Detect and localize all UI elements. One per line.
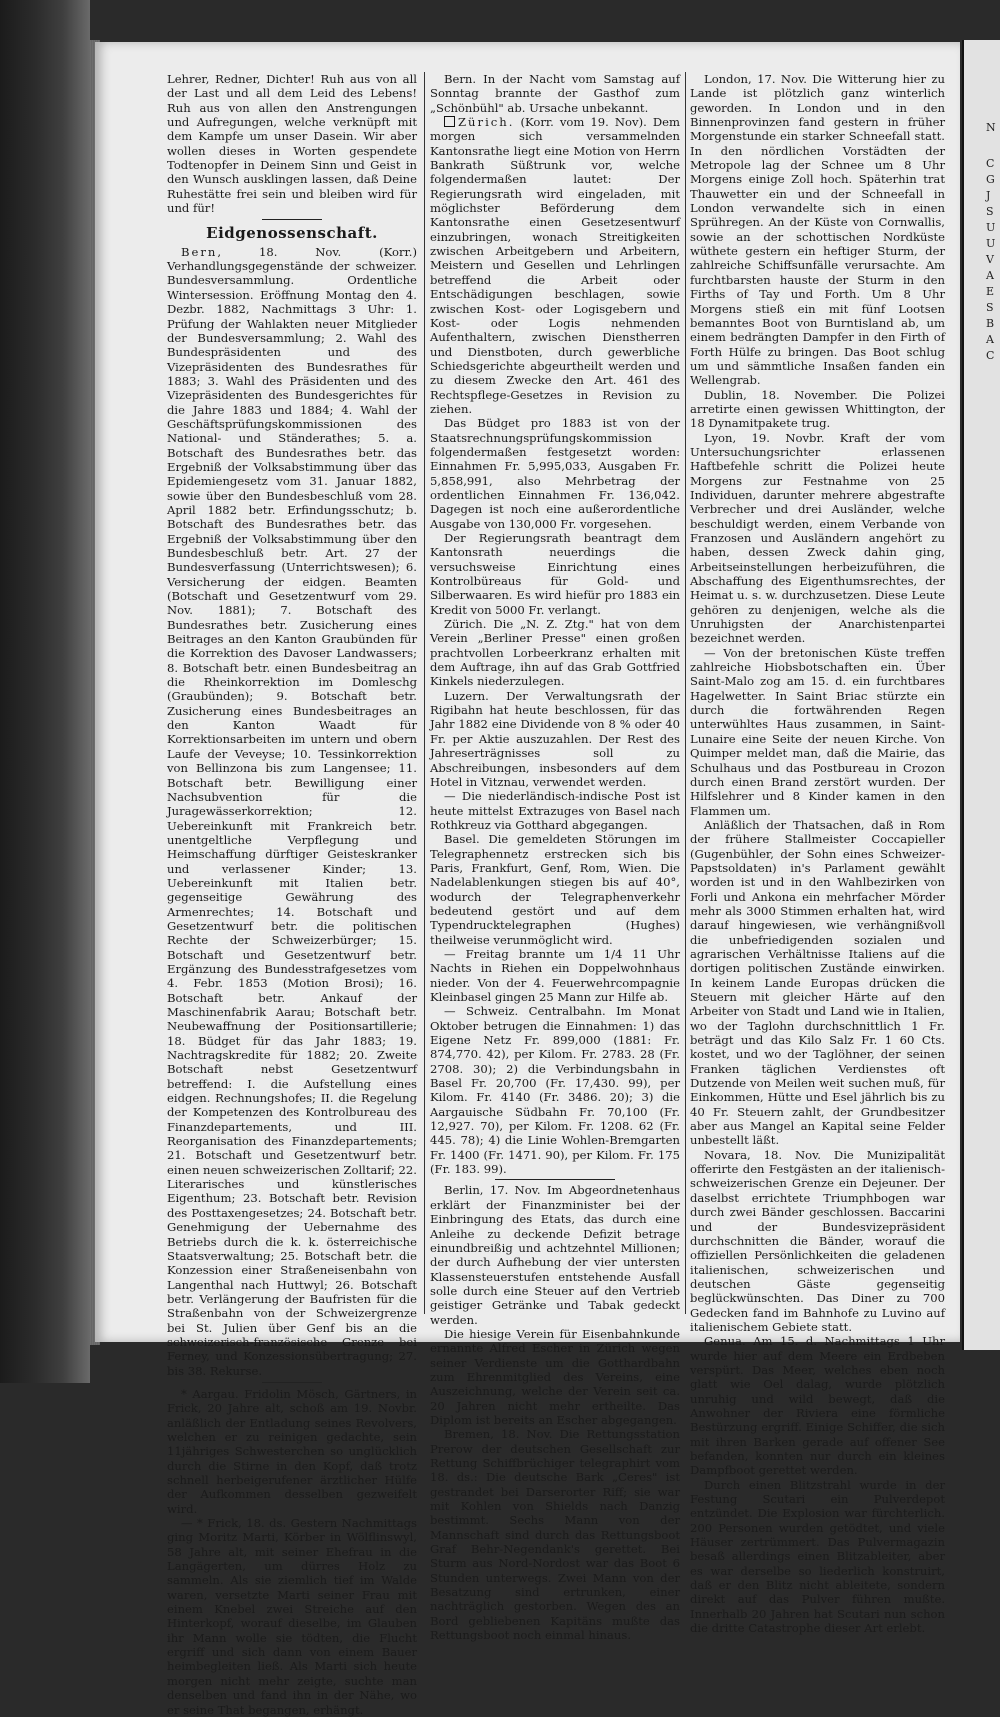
article-luzern: Luzern. Der Verwaltungsrath der Rigibahn hat heute beschlossen, für das Jahr 1882 eine Dividende von 8 % oder 40 Fr. per Aktie auszuzahlen. Der Rest des Jahreserträgnisses soll zu Abschreibungen, insbesonders auf dem Hotel in Vitznau, verwendet werden. xyxy=(430,688,680,789)
box-mark-icon xyxy=(444,116,455,127)
margin-letter: A xyxy=(986,269,994,282)
article-zuerich-motion xyxy=(430,115,680,416)
article-centralbahn: — Schweiz. Centralbahn. Im Monat Oktober betrugen die Einnahmen: 1) das Eigene Netz Fr. 899,000 (1881: Fr. 874,770. 42), per Kilom. Fr. 2783. 28 (Fr. 2708. 30); 2) die Verbindungsbahn in Basel Fr. 20,700 (Fr. 17,430. 99), per Kilom. Fr. 4140 (Fr. 3486. 20); 3) die Aargauische Südbahn Fr. 70,100 (Fr. 12,927. 70), per Kilom. Fr. 1208. 62 (Fr. 445. 78); 4) die Linie Wohlen-Bremgarten Fr. 1400 (Fr. 1471. 90), per Kilom. Fr. 175 (Fr. 183. 99). xyxy=(430,1004,680,1177)
margin-letter: B xyxy=(986,317,995,330)
column-rule xyxy=(424,72,425,1314)
margin-letter: C xyxy=(986,157,995,170)
margin-letter: G xyxy=(986,173,995,186)
divider xyxy=(495,1179,615,1180)
column-rule xyxy=(685,72,686,1314)
article-buedget: Das Büdget pro 1883 ist von der Staatsrechnungsprüfungskommission folgendermaßen festgesetzt worden: Einnahmen Fr. 5,995,033, Ausgaben Fr. 5,858,991, also Mehrbetrag der ordentlichen Einnahmen Fr. 136,042. Dagegen ist noch eine außerordentliche Ausgabe von 130,000 Fr. vorgesehen. xyxy=(430,416,680,531)
article-frick: — * Frick, 18. ds. Gestern Nachmittags ging Moritz Marti, Körber in Wölflinswyl, 58 Jahre alt, mit seiner Ehefrau in die Langägerten, um dürres Holz zu sammeln. Als sie ziemlich tief im Walde waren, versetzte Marti seiner Frau mit einem Knebel zwei Streiche auf den Hinterkopf, worauf dieselbe, im Glauben ihr Mann wolle sie tödten, die Flucht ergriff und sich dann von einem Bauer heimbegleiten ließ. Als Marti sich heute morgen nicht mehr zeigte, suchte man denselben und fand ihn in der Nähe, wo er seine That begangen, erhängt. xyxy=(167,1516,417,1717)
article-bern-federal-assembly xyxy=(167,245,417,1378)
article-basel: Basel. Die gemeldeten Störungen im Telegraphennetz erstrecken sich bis Paris, Frankfurt, Genf, Rom, Wien. Die Nadelablenkungen stiegen bis auf 40°, wodurch der Telegraphenverkehr bedeutend gestört und auf dem Typendrucktelegraphen (Hughes) theilweise verunmöglicht wird. xyxy=(430,832,680,947)
article-rom: Anläßlich der Thatsachen, daß in Rom der frühere Stallmeister Coccapieller (Gugenbühler, der Sohn eines Schweizer-Papstsoldaten) in's Parlament gewählt worden ist und in den Wahlbezirken von Forli und Ankona ein mehrfacher Mörder mehr als 3000 Stimmen erhalten hat, wird darauf hingewiesen, wie verhängnißvoll die unbefriedigenden sozialen und agrarischen Verhältnisse Italiens auf die dortigen politischen Zustände einwirken. In keinem Lande Europas drücken die Steuern mit gleicher Härte auf den Arbeiter von Stadt und Land wie in Italien, wo der Taglohn durchschnittlich 1 Fr. beträgt und das Kilo Salz Fr. 1 60 Cts. kostet, und wo der Taglöhner, der seinen Franken täglichen Verdienstes oft Dutzende von Meilen weit suchen muß, für Einkommen, Hütte und Esel jährlich bis zu 40 Fr. Steuern zahlt, der Grundbesitzer aber aus Mangel an Kapital seine Felder unbestellt läßt. xyxy=(690,817,945,1148)
divider xyxy=(262,219,322,220)
margin-letter: E xyxy=(986,285,995,298)
obituary-closing: Lehrer, Redner, Dichter! Ruh aus von all der Last und all dem Leid des Lebens! Ruh aus von allen den Anstrengungen und Aufregungen, welche verknüpft mit dem Kampfe um unser Dasein. Wir aber wollen dieses in Worten gespendete Todtenopfer in Deinem Sinn und Geist in den Wunsch ausklingen lassen, daß Deine Ruhestätte frei sein und bleiben wird für und für! xyxy=(167,72,417,216)
margin-letter: S xyxy=(986,301,994,314)
margin-letter: V xyxy=(986,253,994,266)
margin-letter: N xyxy=(986,121,996,134)
article-verein: Die hiesige Verein für Eisenbahnkunde ernannte Alfred Escher in Zürich wegen seiner Verdienste um die Gotthardbahn zum Ehrenmitglied des Vereins, eine Auszeichnung, welche der Verein seit ca. 20 Jahren nicht mehr ertheilte. Das Diplom ist bereits an Escher abgegangen. xyxy=(430,1326,680,1427)
article-berlin: Berlin, 17. Nov. Im Abgeordnetenhaus erklärt der Finanzminister bei der Einbringung des Etats, das durch eine Anleihe zu deckende Defizit betrage einundbreißig und achtzehntel Millionen; der durch Aufhebung der vier untersten Klassensteuerstufen entstehende Ausfall solle durch eine Steuer auf den Vertrieb geistiger Getränke und Tabak gedeckt werden. xyxy=(430,1183,680,1327)
margin-letter: U xyxy=(986,221,996,234)
article-bretagne: — Von der bretonischen Küste treffen zahlreiche Hiobsbotschaften ein. Über Saint-Malo zog am 15. d. ein furchtbares Hagelwetter. In Saint Briac stürzte ein durch die fortwährenden Regen unterwühltes Haus zusammen, in Saint-Lunaire eine Seite der neuen Kirche. Von Quimper meldet man, daß die Mairie, das Schulhaus und das Postbureau in Crozon durch einen Brand zerstört wurden. Der Hilfslehrer und 8 Kinder kamen in den Flammen um. xyxy=(690,645,945,818)
article-lyon: Lyon, 19. Novbr. Kraft der vom Untersuchungsrichter erlassenen Haftbefehle schritt die Polizei heute Morgens zur Festnahme von 25 Individuen, darunter mehrere abgestrafte Verbrecher und drei Ausländer, welche beschuldigt werden, einem Verbande von Franzosen und Ausländern angehört zu haben, dessen Zweck dahin ging, Arbeitseinstellungen herbeizuführen, die Abschaffung des Eigenthumsrechtes, der Heimat u. s. w. durchzusetzen. Diese Leute gehören zu denjenigen, welche als die Unruhigsten der Anarchistenpartei bezeichnet werden. xyxy=(690,430,945,646)
article-bremen: Bremen, 18. Nov. Die Rettungsstation Prerow der deutschen Gesellschaft zur Rettung Schiffbrüchiger telegraphirt vom 18. ds.: Die deutsche Bark „Ceres" ist gestrandet bei Darserorter Riff; sie war mit Kohlen von Shields nach Danzig bestimmt. Sechs Mann von der Mannschaft sind durch das Rettungsboot Graf Behr-Negendank's gerettet. Bei Sturm aus Nord-Nordost war das Boot 6 Stunden unterwegs. Zwei Mann von der Besatzung sind ertrunken, einer nachträglich gestorben. Wegen des an Bord gebliebenen Kapitäns mußte das Rettungsboot noch einmal hinaus. xyxy=(430,1427,680,1643)
article-bern-fire: Bern. In der Nacht vom Samstag auf Sonntag brannte der Gasthof zum „Schönbühl" ab. Ursache unbekannt. xyxy=(430,72,680,115)
dateline-place: Zürich. xyxy=(458,115,515,130)
article-text: (Korr. vom 19. Nov). Dem morgen sich versammelnden Kantonsrathe liegt eine Motion von Herrn Bankrath Süßtrunk vor, welche folgendermaßen lautet: Der Regierungsrath wird eingeladen, mit möglichster Beförderung dem Kantonsrathe einen Gesetzesentwurf einzubringen, wonach Streitigkeiten zwischen Arbeitgebern und Arbeitern, Meistern und Gesellen und Lehrlingen betreffend die Arbeit oder Entschädigungen beschlagen, sowie zwischen Kost- oder Logisgebern und Kost- oder Logis nehmenden Aufenthaltern, zwischen Dienstherren und Dienstboten, durch gewerbliche Schiedsgerichte abgeurtheilt werden und zu diesem Zwecke den Art. 461 des Rechtspflege-Gesetzes in Revision zu ziehen. xyxy=(430,115,680,416)
scan-background-left xyxy=(0,0,90,1383)
column-left xyxy=(167,72,417,1717)
article-novara: Novara, 18. Nov. Die Munizipalität offerirte den Festgästen an der italienisch-schweizerischen Grenze ein Dejeuner. Der daselbst errichtete Triumphbogen war durch zwei Bänder geschlossen. Baccarini und der Bundesvizepräsident durchschnitten die Bänder, worauf die offiziellen Persönlichkeiten die geladenen italienischen, schweizerischen und deutschen Gäste gegenseitig beglückwünschten. Das Diner zu 700 Gedecken fand im Bahnhofe zu Luvino auf italienischem Gebiete statt. xyxy=(690,1147,945,1334)
article-text: , 18. Nov. (Korr.) Verhandlungsgegenstände der schweizer. Bundesversammlung. Ordentliche Wintersession. Eröffnung Montag den 4. Dezbr. 1882, Nachmittags 3 Uhr: 1. Prüfung der Wahlakten neuer Mitglieder der Bundesversammlung; 2. Wahl des Bundespräsidenten und des Vizepräsidenten des Bundesrathes für 1883; 3. Wahl des Präsidenten und des Vizepräsidenten des Bundesgerichtes für die Jahre 1883 und 1884; 4. Wahl der Geschäftsprüfungskommissionen des National- und Ständerathes; 5. a. Botschaft des Bundesrathes betr. das Ergebniß der Volksabstimmung über das Epidemiengesetz vom 31. Januar 1882, sowie über den Bundesbeschluß vom 28. April 1882 betr. Erfindungsschutz; b. Botschaft des Bundesrathes betr. das Ergebniß der Volksabstimmung über den Bundesbeschluß betr. Art. 27 der Bundesverfassung (Unterrichtswesen); 6. Versicherung der eidgen. Beamten (Botschaft und Gesetzentwurf vom 29. Nov. 1881); 7. Botschaft des Bundesrathes betr. Zusicherung eines Beitrages an den Kanton Graubünden für die Korrektion des Davoser Landwassers; 8. Botschaft betr. einen Bundesbeitrag an die Rheinkorrektion im Domleschg (Graubünden); 9. Botschaft betr. Zusicherung eines Bundesbeitrages an den Kanton Waadt für Korrektionsarbeiten im untern und obern Laufe der Veveyse; 10. Tessinkorrektion von Bellinzona bis zum Langensee; 11. Botschaft betr. Bewilligung einer Nachsubvention für die Juragewässerkorrektion; 12. Uebereinkunft mit Frankreich betr. unentgeltliche Verpflegung und Heimschaffung dürftiger Geisteskranker und verlassener Kinder; 13. Uebereinkunft mit Italien betr. gegenseitige Gewährung des Armenrechtes; 14. Botschaft und Gesetzentwurf betr. die politischen Rechte der Schweizerbürger; 15. Botschaft und Gesetzentwurf betr. Ergänzung des Bundesstrafgesetzes vom 4. Febr. 1853 (Motion Brosi); 16. Botschaft betr. Ankauf der Maschinenfabrik Aarau; Botschaft betr. Neubewaffnung der Positionsartillerie; 18. Büdget für das Jahr 1883; 19. Nachtragskredite für 1882; 20. Zweite Botschaft nebst Gesetzentwurf betreffend: I. die Aufstellung eines eidgen. Rechnungshofes; II. die Regelung der Kompetenzen des Kontrolbureau des Finanzdepartements, und III. Reorganisation des Finanzdepartements; 21. Botschaft und Gesetzentwurf betr. einen neuen schweizerischen Zolltarif; 22. Literarisches und künstlerisches Eigenthum; 23. Botschaft betr. Revision des Posttaxengesetzes; 24. Botschaft betr. Genehmigung der Uebernahme des Betriebs durch die k. k. österreichische Staatsverwaltung; 25. Botschaft betr. die Konzession einer Straßeneisenbahn von Langenthal nach Huttwyl; 26. Botschaft betr. Verlängerung der Baufristen für die Straßenbahn von der Schweizergrenze bei St. Julien über Genf bis an die schweizerisch-französische Grenze bei Ferney, und Konzessionsübertragung; 27. bis 38. Rekurse. xyxy=(167,244,417,1378)
margin-letter: J xyxy=(986,189,991,202)
margin-letter: U xyxy=(986,237,996,250)
column-right xyxy=(690,72,945,1635)
next-page-strip xyxy=(962,40,1000,1350)
article-london: London, 17. Nov. Die Witterung hier zu Lande ist plötzlich ganz winterlich geworden. In London und in den Binnenprovinzen fand gestern in früher Morgenstunde ein starker Schneefall statt. In den nördlichen Vorstädten der Metropole lag der Schnee um 8 Uhr Morgens einige Zoll hoch. Späterhin trat Thauwetter ein und der Schneefall in London verwandelte sich in einen Sprühregen. An der Küste von Cornwallis, sowie an der schottischen Nordküste wüthete gestern ein heftiger Sturm, der zahlreiche Schiffsunfälle verursachte. Am furchtbarsten hauste der Sturm in den Firths of Tay und Forth. Um 8 Uhr Morgens stieß ein mit fünf Lootsen bemanntes Boot von Burntisland ab, um einem bedrängten Dampfer in den Firth of Forth Hülfe zu bringen. Das Boot schlug um und sämmtliche Insaßen fanden ein Wellengrab. xyxy=(690,72,945,388)
article-aargau: * Aargau. Fridolin Mösch, Gärtners, in Frick, 20 Jahre alt, schoß am 19. Novbr. anläßlich der Entladung seines Revolvers, welchen er zu reinigen gedachte, sein 11jähriges Schwesterchen so unglücklich durch die Stirne in den Kopf, daß trotz schnell herbeigerufener ärztlicher Hülfe der Aufkommen desselben gezweifelt wird. xyxy=(167,1386,417,1516)
article-zuerich-kinkel: Zürich. Die „N. Z. Ztg." hat von dem Verein „Berliner Presse" einen großen prachtvollen Lorbeerkranz erhalten mit dem Auftrage, ihn auf das Grab Gottfried Kinkels niederzulegen. xyxy=(430,617,680,689)
section-title: Eidgenossenschaft. xyxy=(206,224,378,243)
margin-letter: C xyxy=(986,349,995,362)
margin-letter: S xyxy=(986,205,994,218)
article-post: — Die niederländisch-indische Post ist heute mittelst Extrazuges von Basel nach Rothkreuz via Gotthard abgegangen. xyxy=(430,789,680,832)
article-dublin: Dublin, 18. November. Die Polizei arretirte einen gewissen Whittington, der 18 Dynamitpakete trug. xyxy=(690,387,945,431)
margin-letter: A xyxy=(986,333,994,346)
article-regierungsrath: Der Regierungsrath beantragt dem Kantonsrath neuerdings die versuchsweise Einrichtung eines Kontrolbüreaus für Gold- und Silberwaaren. Es wird hiefür pro 1883 ein Kredit von 5000 Fr. verlangt. xyxy=(430,531,680,617)
column-middle xyxy=(430,72,680,1642)
dateline-place: Bern xyxy=(181,244,218,259)
article-scutari: Durch einen Blitzstrahl wurde in der Festung Scutari ein Pulverdepot entzündet. Die Explosion war fürchterlich. 200 Personen wurden getödtet, und viele Häuser zertrümmert. Das Pulvermagazin besaß allerdings einen Blitzableiter, aber es war derselbe so liederlich konstruirt, daß er den Blitz nicht ableitete, sondern direkt auf das Pulver führen mußte. Innerhalb 20 Jahren hat Scutari nun schon die dritte Catastrophe dieser Art erlebt. xyxy=(690,1477,945,1636)
article-genua: Genua. Am 15. d. Nachmittags 1 Uhr wurde hier auf dem Meere ein Erdbeben verspürt. Das Meer, welches eben noch glatt wie Oel dalag, wurde plötzlich unruhig und wild bewegt, daß die Anwohner der Riviera eine förmliche Bestürzung ergriff. Einige Schiffer, die sich mit ihren Barken gerade auf offener See befanden, konnten nur durch ein kleines Dampfboot gerettet werden. xyxy=(690,1334,945,1478)
article-riehen-fire: — Freitag brannte um 1/4 11 Uhr Nachts in Riehen ein Doppelwohnhaus nieder. Von der 4. Feuerwehrcompagnie Kleinbasel gingen 25 Mann zur Hilfe ab. xyxy=(430,946,680,1004)
